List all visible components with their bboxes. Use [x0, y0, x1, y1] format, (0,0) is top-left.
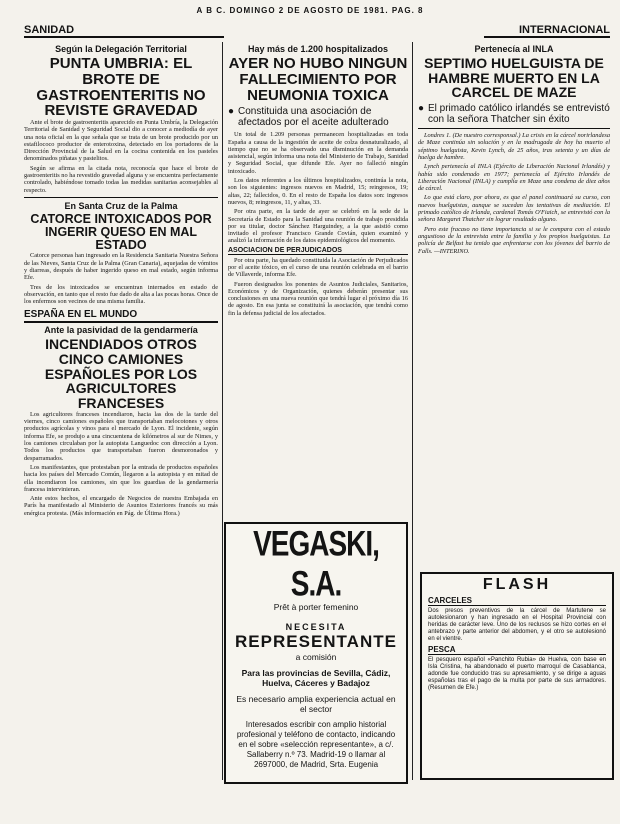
divider: [418, 128, 610, 129]
section-label-internacional: INTERNACIONAL: [484, 24, 610, 38]
ad-contact: Interesados escribir con amplio historial profesional y teléfono de contacto, indicando en el sobre «selección representante», a c/. Sallaberry n.º 73. Madrid-19 o llamar al 2697000, de Madrid, Srta. Eugenia: [236, 720, 396, 769]
article-paragraph: Pero este fracaso no tiene importancia si se le compara con el estado angustioso de la entrevista entre la familia y los propios huelguistas. La policía de Belfast ha tenido que enfrentarse con los jóvenes del barrio de Falls. —INTERINO.: [418, 225, 610, 255]
bullet-icon: ●: [228, 106, 235, 118]
subheadline: [418, 103, 610, 125]
flash-paragraph: El pesquero español «Panchito Rubia» de Huelva, con base en Isla Cristina, ha abandonado el puerto marroquí de Casablanca, adonde fue conducido tras su apresamiento, y se dirige a aguas españolas tras el pago de la multa por parte de sus armadores. (Resumen de Efe.): [428, 657, 606, 691]
kicker: Ante la pasividad de la gendarmería: [44, 325, 198, 336]
flash-box: [420, 572, 614, 780]
ad-tagline: Prêt à porter femenino: [273, 602, 359, 612]
article-paragraph: Fueron designados los ponentes de Asuntos Judiciales, Sanitarios, Económicos y de Organización, quienes deberán presentar sus conclusiones en una nueva reunión que tendrá lugar el próximo día 16 de agosto. En esa junta se constituirá la asociación, que tendrá como fin la defensa judicial de los afectados.: [228, 280, 408, 317]
article-paragraph: Ante el brote de gastroenteritis aparecido en Punta Umbría, la Delegación Territorial de Sanidad y Seguridad Social dio a conocer a mediodía de ayer una nota oficial en la que señala que se trata de un brote producido por un estafilococo productor de enterotoxina, detectado en los portadores de la Dirección Provincial de la Salud en la cocina contenida en los pasteles denominados piñatas y pastelitos.: [24, 119, 218, 163]
ad-comision: a comisión: [295, 652, 337, 662]
article-paragraph: Por otra parte, en la tarde de ayer se celebró en la sede de la Secretaría de Estado para la Sanidad una reunión de trabajo presidida por su titular, doctor Sánchez Harguindey, a la que asistió como invitado el profesor Francisco Grande Covián, quien examinó y analizó la información de los datos epidemiológicos del momento.: [228, 208, 408, 245]
column-left: [24, 42, 218, 782]
subheadline: [228, 106, 408, 128]
column-right: [418, 42, 610, 568]
article-paragraph: Los agricultores franceses incendiaron, hacia las dos de la tarde del viernes, cinco camiones españoles que transportaban melocotones y otros productos agrícolas y vinos para el mercado de Lyon. El incidente, según informa Efe, se produjo a una cincuentena de kilómetros al sur de Nimes, y los camiones circulaban por la autopista Languedoc con dirección a Lyon. Todos los productos que transportaban fueron desmoronados y desparramados.: [24, 410, 218, 462]
column-middle: [228, 42, 408, 516]
ad-brand: VEGASKI, S.A.: [253, 524, 379, 603]
bullet-icon: ●: [418, 103, 425, 115]
kicker: Pertenecía al INLA: [474, 44, 554, 54]
article-paragraph: Según se afirma en la citada nota, reconocía que hace el brote de gastroenteritis no ha revestido gravedad alguna y se encuentra perfectamente controlado, habiéndose tomado todas las medidas sanitarias aconsejables al respecto.: [24, 164, 218, 194]
column-divider: [222, 42, 223, 780]
flash-subheading: PESCA: [428, 645, 606, 655]
column-divider: [412, 42, 413, 780]
article-paragraph: Tres de los intoxicados se encuentran internados en estado de observación, en tanto que el resto fue dado de alta a las pocas horas. Once de los enfermos son vecinos de una misma familia.: [24, 283, 218, 306]
subheadline-text: El primado católico irlandés se entrevistó con la señora Thatcher sin éxito: [428, 103, 610, 126]
article-paragraph: Por otra parte, ha quedado constituida la Asociación de Perjudicados por el aceite tóxico, en el curso de una reunión celebrada en el barrio de Villaverde, informa Efe.: [228, 256, 408, 279]
headline: SEPTIMO HUELGUISTA DE HAMBRE MUERTO EN LA CARCEL DE MAZE: [424, 55, 604, 101]
section-label-sanidad: SANIDAD: [24, 24, 224, 38]
page-masthead: A B C. DOMINGO 2 DE AGOSTO DE 1981. PAG. 8: [196, 6, 424, 15]
advertisement-vegaski: [224, 522, 408, 784]
flash-subheading: CARCELES: [428, 596, 606, 606]
flash-title: FLASH: [482, 576, 552, 593]
headline: INCENDIADOS OTROS CINCO CAMIONES ESPAÑOLES POR LOS AGRICULTORES FRANCESES: [44, 336, 198, 412]
ad-representante: REPRESENTANTE: [235, 632, 397, 651]
article-paragraph: Ante estos hechos, el encargado de Negocios de nuestra Embajada en París ha manifestado al Ministerio de Asuntos Exteriores francés su más enérgica protesta. (Más información en Pág. de Última Hora.): [24, 495, 218, 517]
article-paragraph: Catorce personas han ingresado en la Residencia Sanitaria Nuestra Señora de las Nieves, Santa Cruz de la Palma (Gran Canaria), aquejadas de vómitos y diarreas, después de haber ingerido queso en mal estado, según informa Efe.: [24, 252, 218, 282]
subheadline-text: Constituida una asociación de afectados por el aceite adulterado: [238, 106, 389, 129]
ad-experience: Es necesario amplia experiencia actual en el sector: [236, 694, 396, 714]
flash-paragraph: Dos presos preventivos de la cárcel de Martutene se autolesionaron y han ingresado en el Hospital Provincial con heridas de carácter leve. Uno de los reclusos se hizo cortes en el antebrazo y parte anterior del abdomen, y el otro se autolesionó en el vientre.: [428, 608, 606, 642]
article-lead: Londres 1. (De nuestro corresponsal.) La crisis en la cárcel norirlandesa de Maze continúa sin solución y en la madrugada de hoy ha muerto el séptimo huelguista, Kevin Lynch, de 25 años, tras setenta y un días de huelga de hambre.: [418, 132, 610, 161]
headline: PUNTA UMBRIA: EL BROTE DE GASTROENTERITIS NO REVISTE GRAVEDAD: [36, 55, 206, 120]
article-paragraph: Un total de 1.209 personas permanecen hospitalizadas en toda España a causa de la ingestión de aceite de colza desnaturalizado, al tiempo que no se ha observado una disminución en la demanda asistencial, según informa una nota del Ministerio de Trabajo, Sanidad y Seguridad Social, que difunde Efe. Ayer no falleció ningún intoxicado.: [228, 131, 408, 175]
headline: AYER NO HUBO NINGUN FALLECIMIENTO POR NEUMONIA TOXICA: [228, 55, 408, 104]
ad-necesita: NECESITA: [285, 622, 347, 632]
kicker: Según la Delegación Territorial: [55, 44, 187, 54]
article-paragraph: Los manifestantes, que protestaban por la entrada de productos españoles hacia los países del Mercado Común, llegaron a la autopista y en mitad de ella incendiaron los camiones, sin que los guardias de la gendarmería francesa intervinieran.: [24, 463, 218, 493]
ad-provinces: Para las provincias de Sevilla, Cádiz, Huelva, Cáceres y Badajoz: [241, 668, 391, 688]
kicker: Hay más de 1.200 hospitalizados: [247, 44, 389, 54]
article-paragraph: Los datos referentes a los últimos hospitalizados, continúa la nota, son los siguientes: ingresos nuevos en Madrid, 15; reingresos, 19; altas, 22; fallecidos, 0. En el resto de España los datos son: ingresos nuevos, 8; reingresos, 11, y altas, 33.: [228, 177, 408, 206]
subsection-heading: ASOCIACION DE PERJUDICADOS: [228, 247, 408, 255]
article-paragraph: Lynch pertenecía al INLA (Ejército de Liberación Nacional Irlandés) y había sido condenado en 1977; pertenecía al Ejército Irlandés de Liberación Nacional (INLA) y cumplía en Maze una condena de diez años de cárcel.: [418, 163, 610, 193]
divider: [24, 197, 218, 198]
headline: CATORCE INTOXICADOS POR INGERIR QUESO EN MAL ESTADO: [30, 211, 212, 253]
article-paragraph: Lo que está claro, por ahora, es que el panel continuará su curso, con nuevos huelguistas, aunque se sucedan las tentativas de mediación. El primado católico de Irlanda, cardenal Tomás O'Fiaich, se entrevistó con la señora Margaret Thatcher sin lograr resultado alguno.: [418, 194, 610, 224]
kicker: En Santa Cruz de la Palma: [64, 200, 178, 211]
section-label-espana-en-el-mundo: ESPAÑA EN EL MUNDO: [24, 309, 218, 323]
